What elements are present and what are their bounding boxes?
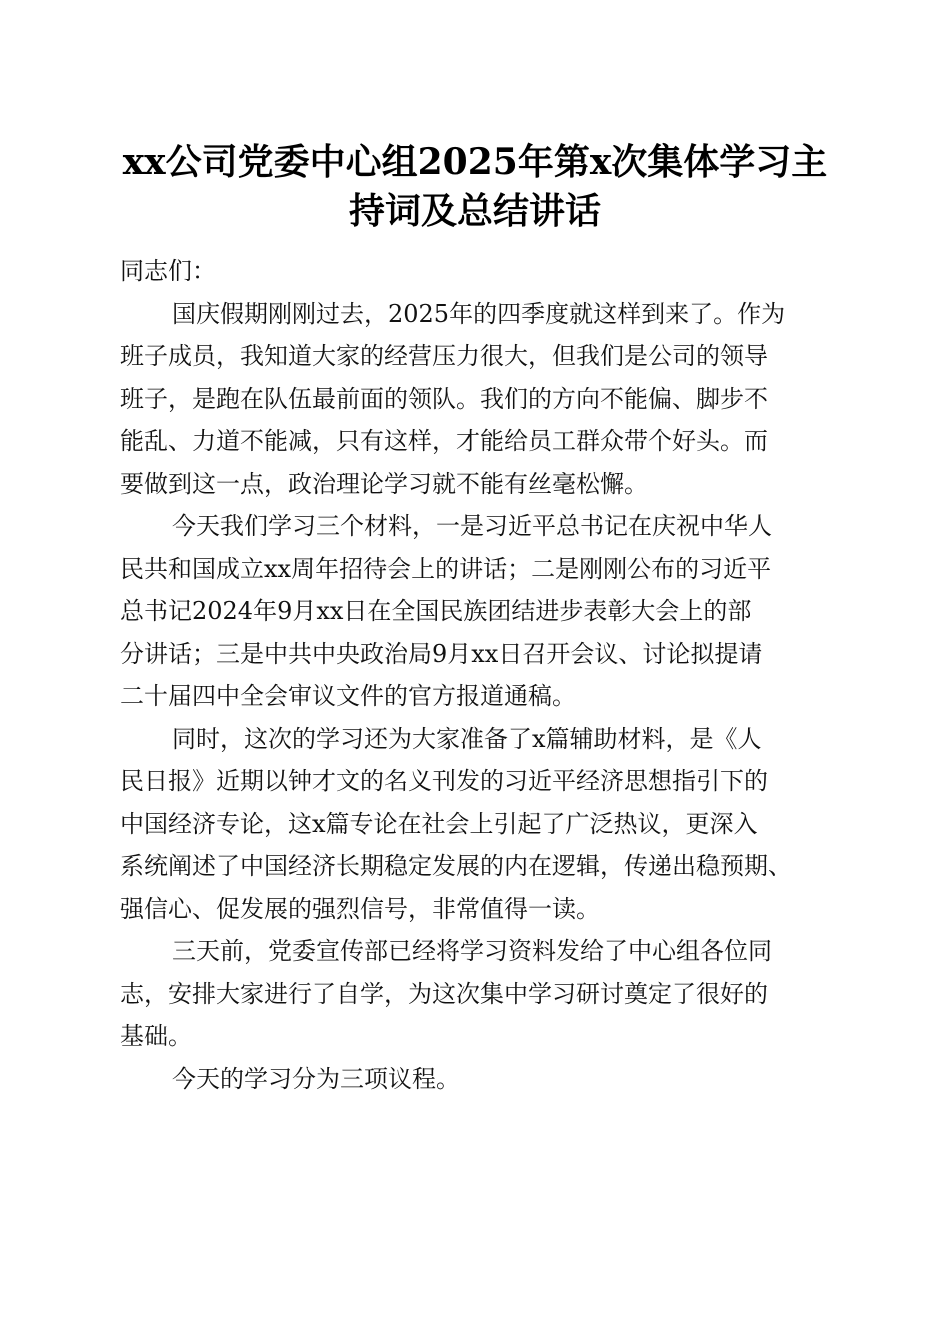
paragraph-line: 民共和国成立xx周年招待会上的讲话；二是刚刚公布的习近平 [120, 554, 772, 583]
paragraph-line: 今天的学习分为三项议程。 [172, 1064, 460, 1093]
paragraph-5 [120, 1058, 840, 1101]
paragraph-line: 今天我们学习三个材料，一是习近平总书记在庆祝中华人 [172, 512, 772, 540]
paragraph-line: 中国经济专论，这x篇专论在社会上引起了广泛热议，更深入 [120, 809, 758, 838]
document-title [100, 138, 850, 236]
paragraph-line: 总书记2024年9月xx日在全国民族团结进步表彰大会上的部 [120, 597, 752, 625]
paragraph-line: 系统阐述了中国经济长期稳定发展的内在逻辑，传递出稳预期、 [120, 852, 792, 880]
title-line-2: 持词及总结讲话 [348, 190, 601, 232]
title-line-1: xx公司党委中心组2025年第x次集体学习主 [122, 141, 828, 183]
greeting: 同志们： [120, 257, 216, 285]
paragraph-2 [120, 505, 840, 718]
paragraph-3 [120, 718, 840, 931]
document-body [120, 250, 840, 1100]
paragraph-line: 要做到这一点，政治理论学习就不能有丝毫松懈。 [120, 469, 648, 498]
paragraph-line: 国庆假期刚刚过去，2025年的四季度就这样到来了。作为 [172, 299, 786, 328]
paragraph-line: 班子，是跑在队伍最前面的领队。我们的方向不能偏、脚步不 [120, 384, 768, 413]
paragraph-line: 分讲话；三是中共中央政治局9月xx日召开会议、讨论拟提请 [120, 639, 763, 668]
paragraph-line: 同时，这次的学习还为大家准备了x篇辅助材料，是《人 [172, 724, 762, 753]
paragraph-line: 志，安排大家进行了自学，为这次集中学习研讨奠定了很好的 [120, 979, 768, 1008]
paragraph-line: 三天前，党委宣传部已经将学习资料发给了中心组各位同 [172, 937, 772, 965]
paragraph-1 [120, 293, 840, 506]
paragraph-line: 民日报》近期以钟才文的名义刊发的习近平经济思想指引下的 [120, 767, 768, 795]
paragraph-line: 班子成员，我知道大家的经营压力很大，但我们是公司的领导 [120, 342, 768, 370]
paragraph-line: 二十届四中全会审议文件的官方报道通稿。 [120, 682, 576, 710]
paragraph-line: 能乱、力道不能减，只有这样，才能给员工群众带个好头。而 [120, 427, 768, 455]
paragraph-line: 基础。 [120, 1022, 192, 1050]
paragraph-4 [120, 930, 840, 1058]
paragraph-line: 强信心、促发展的强烈信号，非常值得一读。 [120, 894, 600, 923]
